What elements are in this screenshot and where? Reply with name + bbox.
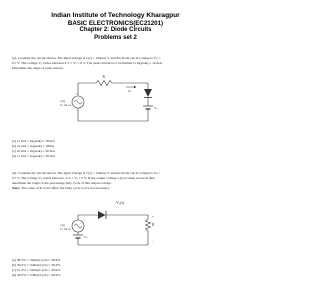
q2-note-label: Note:: [12, 186, 21, 191]
svg-text:+: +: [152, 215, 154, 219]
svg-text:−: −: [76, 109, 78, 113]
q2-resistor-label: R: [152, 223, 155, 227]
q2-text-line: Q2. Consider the circuit shown. The input voltage is vᵢ(t) = 15sinωt V and the diode cut-in voltage is Vγ =: [12, 171, 161, 175]
q1-option: (b) 21 mA ≤ iᴅ(peak) ≤ 18mA: [12, 144, 55, 148]
problem-set-title: Problems set 2: [94, 34, 137, 41]
q1-battery-icon: [143, 106, 153, 109]
document-header: [0, 12, 231, 42]
q2-text-line: determine the range of the percentage duty cycle of this output voltage.: [12, 181, 112, 186]
q1-text-line: Q1. Consider the circuit shown. The input voltage is vᵢ(t) = 15sinωt V and the diode cut-in voltage is Vγ =: [12, 56, 161, 60]
q2-battery-icon: [73, 235, 83, 238]
svg-text:+: +: [75, 92, 78, 96]
q1-question-text: [12, 56, 220, 71]
q1-options-list: [12, 139, 112, 159]
q1-option: (d) 11 mA ≤ iᴅ(peak) ≤ 28 mA: [12, 154, 55, 158]
q2-source-label: vᵢ(t): [60, 223, 65, 227]
q2-text-line: 0.7 V. The voltage Vᵦ varies between -4 V ≤ Vᵦ ≤ 0 V. If the output voltage vₒ(t) is taken across R then: [12, 176, 155, 181]
q2-option: (b) 30.3% ≤ %DutyCycle ≤ 39.9%: [12, 263, 61, 267]
q2-option: (c) 41.3% ≤ %DutyCycle ≤ 49.9%: [12, 268, 61, 272]
q1-battery-label: Vᵦ: [154, 106, 158, 110]
q1-source-sub-label: Vᵦ sin ωt: [60, 103, 71, 107]
q2-option: (d) 40.3% ≤ %DutyCycle ≤ 49.9%: [12, 273, 61, 277]
q2-output-label: Vₒ(t): [116, 200, 125, 205]
svg-text:−: −: [152, 240, 154, 244]
q1-source-label: vᵢ(t): [60, 99, 65, 103]
q1-resistor-label: R: [102, 75, 105, 79]
chapter-title: Chapter 2: Diode Circuits: [79, 27, 152, 34]
q2-note-text: The value of R won't affect the Duty cycle so it's not necessary.: [20, 186, 110, 191]
q2-circuit-diagram: [58, 193, 178, 253]
q2-battery-label: Vᵦ: [84, 235, 88, 239]
q1-current-label: iᴅ: [128, 89, 131, 93]
q2-source-sub-label: Vᵦ sin ωt: [60, 227, 71, 231]
q2-question-text: [12, 171, 220, 191]
course-title: BASIC ELECTRONICS(EC21201): [67, 19, 164, 27]
q1-option: (c) 10 mA ≤ iᴅ(peak) ≤ 20 mA: [12, 149, 55, 153]
q2-note: [12, 186, 220, 191]
q2-options-list: [12, 258, 112, 278]
q1-option: (a) 11 mA ≤ iᴅ(peak) ≤ 18 mA: [12, 139, 55, 143]
q2-option: (a) 38.3% ≤ %DutyCycle ≤ 49.9%: [12, 258, 61, 262]
q1-text-line: 0.7 V. The voltage Vᵦ varies between 4 V ≤ Vᵦ ≤ 8 V. The peak current is to be limited to iᴅ(peak) = 10 mA.: [12, 61, 163, 66]
q1-diode-icon: [144, 89, 152, 97]
institute-title: Indian Institute of Technology Kharagpur: [51, 12, 180, 19]
q1-circuit-diagram: [58, 73, 178, 133]
q1-text-line: Determine the range of peak current.: [12, 66, 64, 71]
q2-diode-icon: [98, 211, 106, 219]
